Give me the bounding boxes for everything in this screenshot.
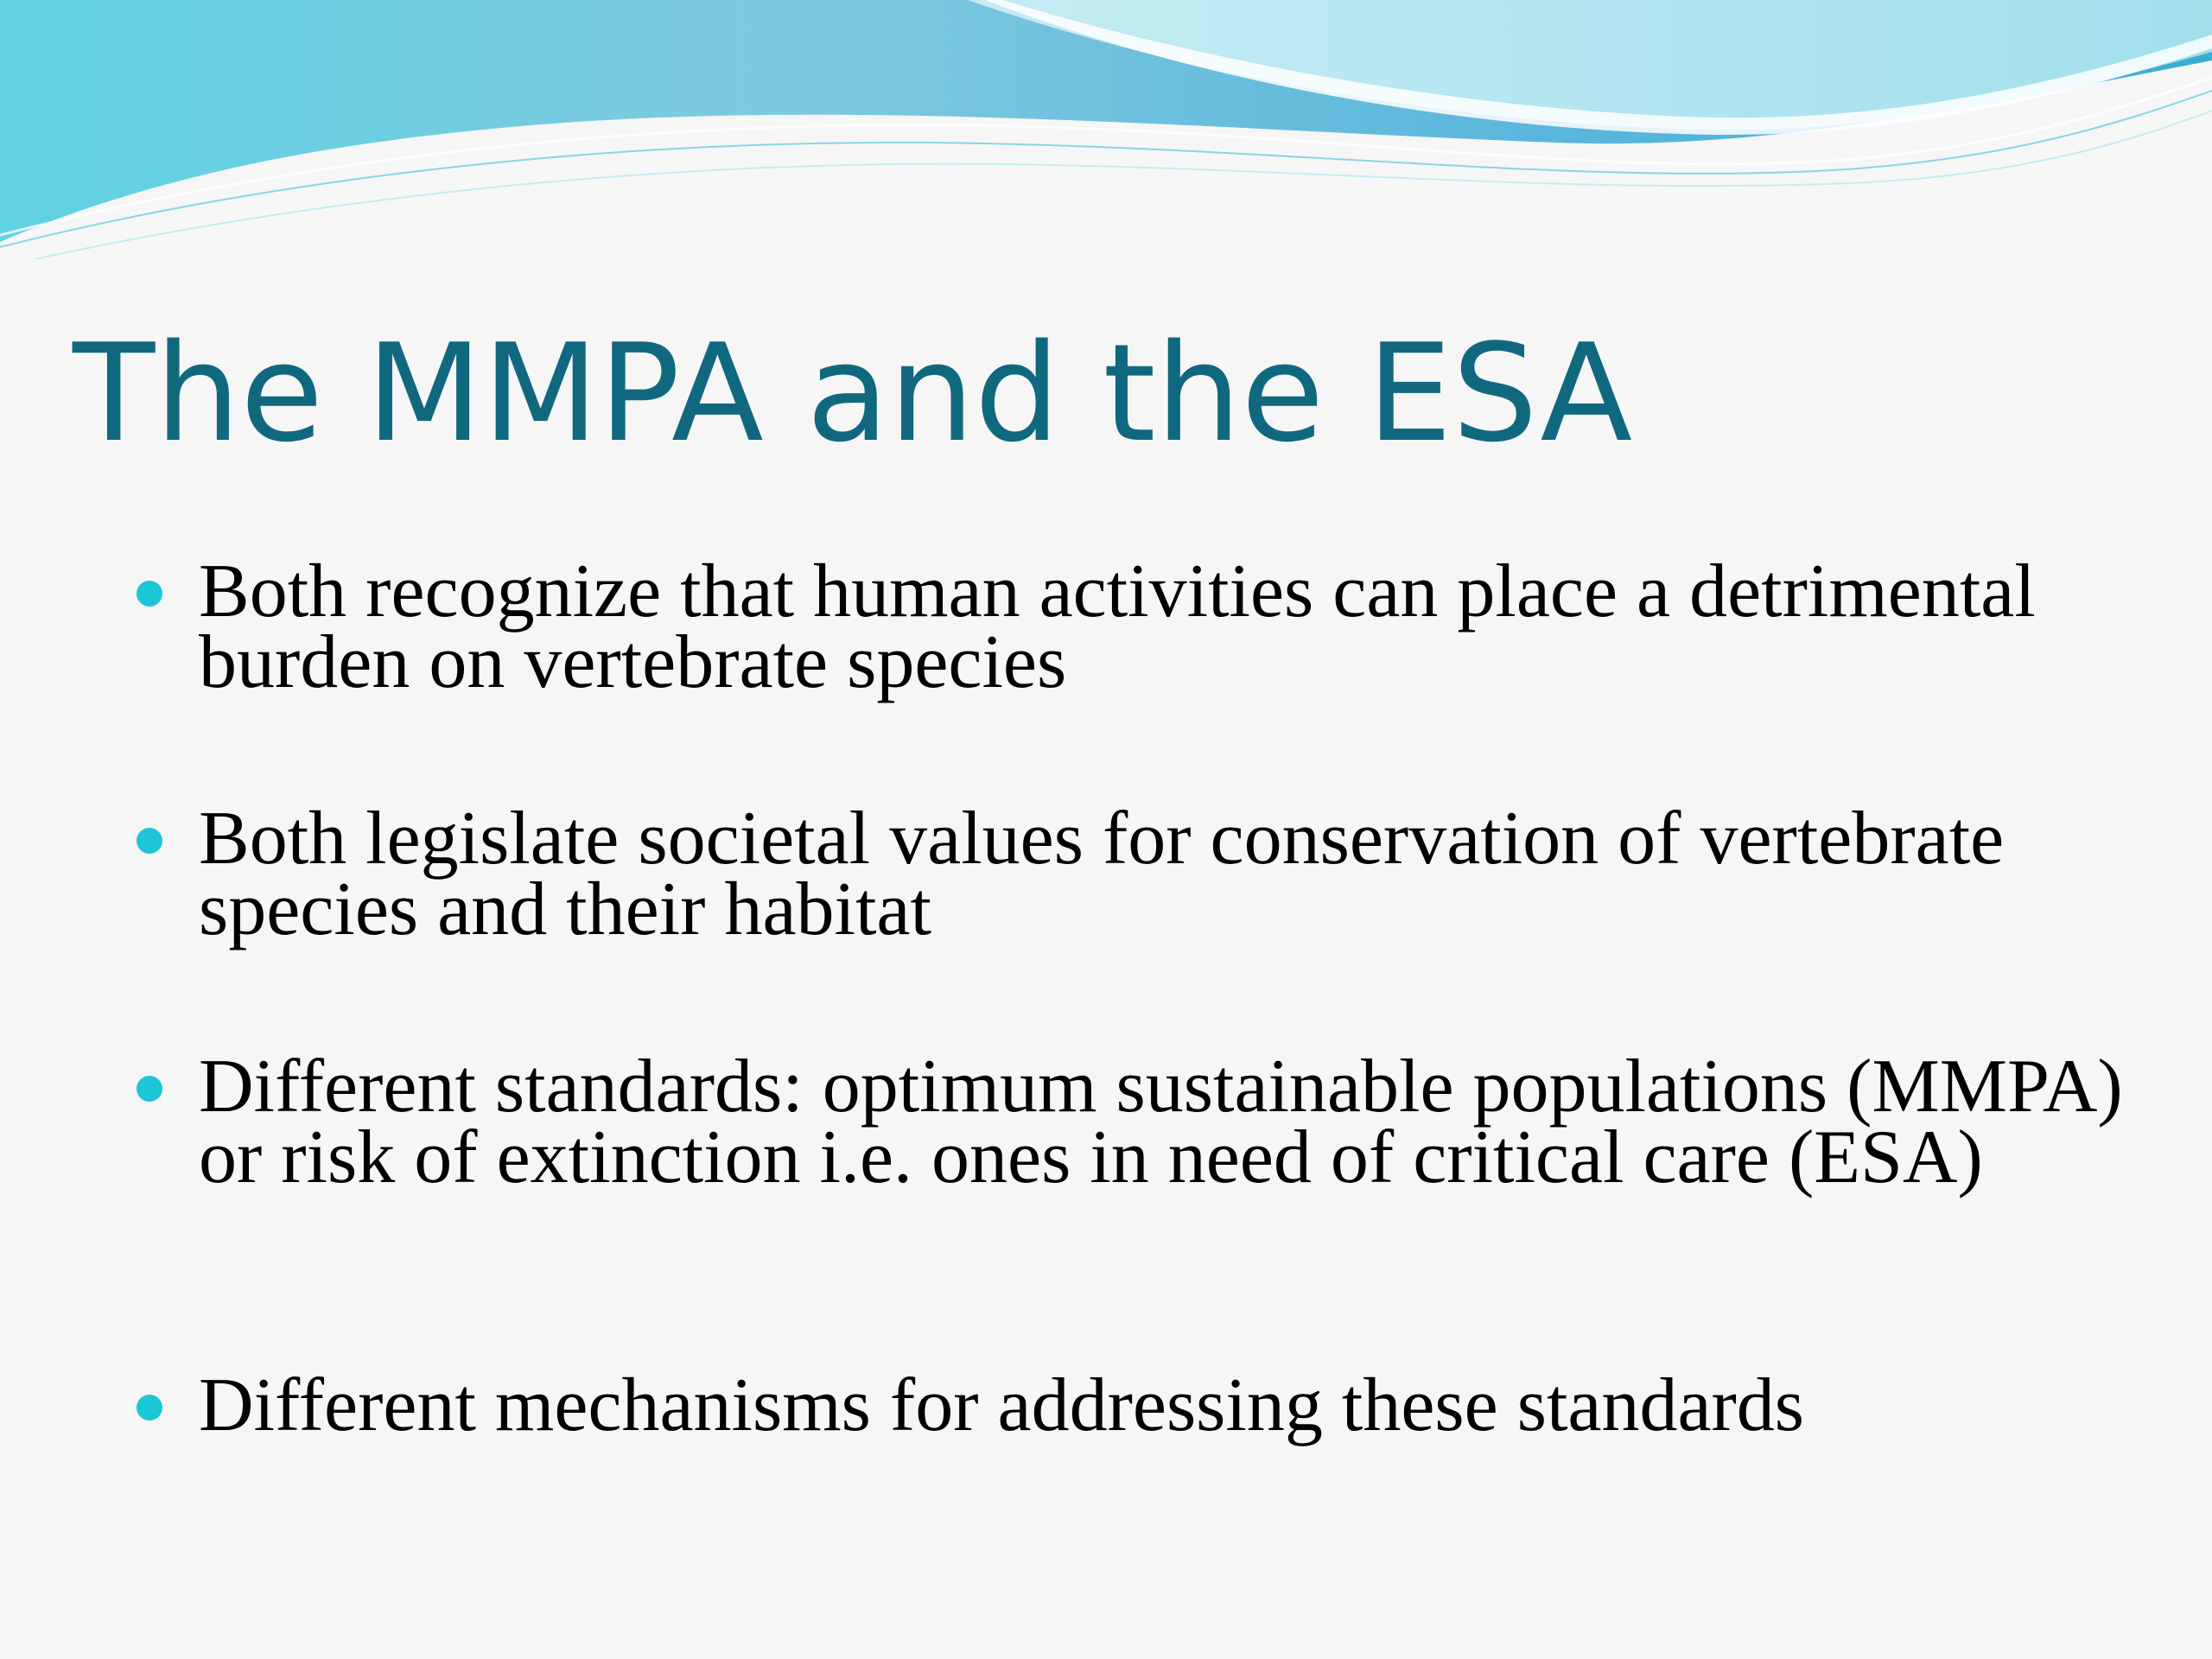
bullet-item <box>199 1045 2126 1199</box>
bullet-item <box>199 550 2126 704</box>
bullet-text: Both legislate societal values for conservation of vertebrate species and their habitat <box>199 797 2005 951</box>
bullet-dot-icon <box>137 581 162 607</box>
bullet-dot-icon <box>137 1395 162 1421</box>
bullet-item <box>199 1363 2126 1447</box>
slide-title: The MMPA and the ESA <box>73 315 1633 472</box>
bullet-text: Different mechanisms for addressing these standards <box>199 1363 1805 1447</box>
bullet-item <box>199 797 2126 951</box>
wave-header-decoration <box>0 0 2212 259</box>
bullet-dot-icon <box>137 828 162 854</box>
bullet-text: Different standards: optimum sustainable populations (MMPA) or risk of extinction i.e. ones in need of critical care (ESA) <box>199 1045 2123 1199</box>
bullet-dot-icon <box>137 1076 162 1102</box>
bullet-text: Both recognize that human activities can place a detrimental burden on vertebrate species <box>199 550 2036 704</box>
